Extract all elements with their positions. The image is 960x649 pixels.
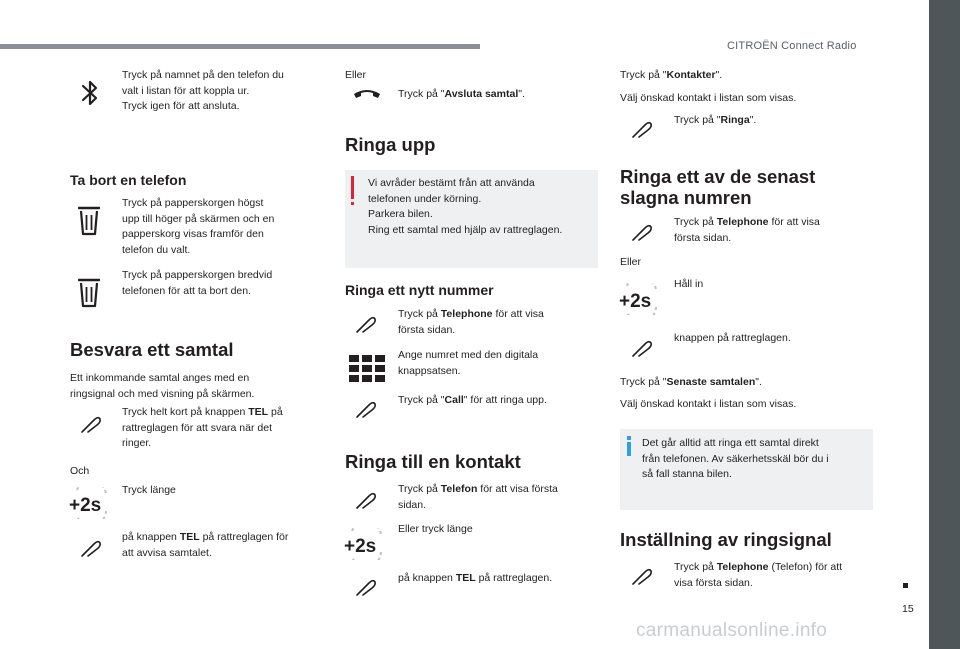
or-label: Och [70,465,90,477]
telefon-instruction: Tryck på Telefon för att visa första sidan. [398,483,558,511]
telephone-instruction: Tryck på Telephone för att visa första sidan. [398,308,544,336]
heading-new-number: Ringa ett nytt nummer [345,282,494,298]
keypad-icon [349,355,385,382]
ringtone-instruction: Tryck på Telephone (Telefon) för att visa första sidan. [674,561,843,589]
info-icon [627,442,631,456]
trash-icon [78,278,100,308]
hold-instruction: Tryck länge [122,484,176,496]
hang-up-icon [352,84,382,100]
hold-2s-icon [618,283,662,315]
heading-remove-phone: Ta bort en telefon [70,172,187,188]
heading-recent-calls: Ringa ett av de senast slagna numren [620,166,816,208]
tel-short-instruction: Tryck helt kort på knappen TEL på rattreglagen för att svara när det ringer. [122,406,283,449]
button-instruction: knappen på rattreglagen. [674,332,791,344]
touch-press-icon [80,412,102,434]
tel-long-instruction: på knappen TEL på rattreglagen för att avvisa samtalet. [122,531,289,559]
warning-icon-dot [351,202,354,205]
touch-press-icon [631,220,653,242]
warning-text: Vi avråder bestämt från att använda telefonen under körning. Parkera bilen. Ring ett samtal med hjälp av rattreglagen. [368,177,563,236]
choose-contact-text: Välj önskad kontakt i listan som visas. [620,92,797,104]
recent-calls-instruction: Tryck på "Senaste samtalen". [620,376,762,388]
trash-instruction-2: Tryck på papperskorgen bredvid telefonen för att ta bort den. [122,269,273,297]
heading-call: Ringa upp [345,134,436,155]
brand-header: CITROËN Connect Radio [727,40,857,52]
hold-instruction: Håll in [674,278,704,290]
end-of-section-marker [903,583,908,588]
trash-icon [78,206,100,236]
or-label: Eller [345,69,367,81]
tel-instruction: på knappen TEL på rattreglagen. [398,572,553,584]
info-icon-dot [627,436,631,440]
touch-press-icon [355,397,377,419]
answer-intro: Ett inkommande samtal anges med en ringsignal och med visning på skärmen. [70,372,255,400]
touch-press-icon [631,117,653,139]
header-rule [0,44,480,49]
heading-ringtone: Inställning av ringsignal [620,529,832,550]
touch-press-icon [355,575,377,597]
ringa-instruction: Tryck på "Ringa". [674,114,757,126]
page-number: 15 [902,603,914,615]
contacts-instruction: Tryck på "Kontakter". [620,69,723,81]
svg-text:+2s: +2s [619,291,652,312]
telephone-instruction: Tryck på Telephone för att visa första sidan. [674,216,820,244]
hold-instruction: Eller tryck länge [398,523,473,535]
warning-icon [351,176,354,199]
touch-press-icon [355,312,377,334]
hold-2s-icon [343,528,387,560]
heading-answer-call: Besvara ett samtal [70,339,234,360]
info-text: Det går alltid att ringa ett samtal direkt från telefonen. Av säkerhetsskäl bör du i så fall stanna bilen. [642,437,829,480]
bluetooth-instruction: Tryck på namnet på den telefon du valt i listan för att koppla ur. Tryck igen för att ansluta. [122,69,284,112]
touch-press-icon [355,488,377,510]
bluetooth-icon [78,76,102,110]
touch-press-icon [631,564,653,586]
svg-text:+2s: +2s [344,536,377,557]
page-edge-tab [929,0,960,649]
touch-press-icon [631,336,653,358]
heading-call-contact: Ringa till en kontakt [345,451,521,472]
call-instruction: Tryck på "Call" för att ringa upp. [398,394,547,406]
hold-2s-icon [68,487,112,519]
keypad-instruction: Ange numret med den digitala knappsatsen. [398,349,539,377]
or-label: Eller [620,256,642,268]
touch-press-icon [80,536,102,558]
trash-instruction-1: Tryck på papperskorgen högst upp till höger på skärmen och en papperskorg visas framför den telefon du valt. [122,197,275,256]
watermark: carmanualsonline.info [636,620,828,641]
svg-text:+2s: +2s [69,495,102,516]
choose-contact-text: Välj önskad kontakt i listan som visas. [620,398,797,410]
end-call-instruction: Tryck på "Avsluta samtal". [398,88,525,100]
